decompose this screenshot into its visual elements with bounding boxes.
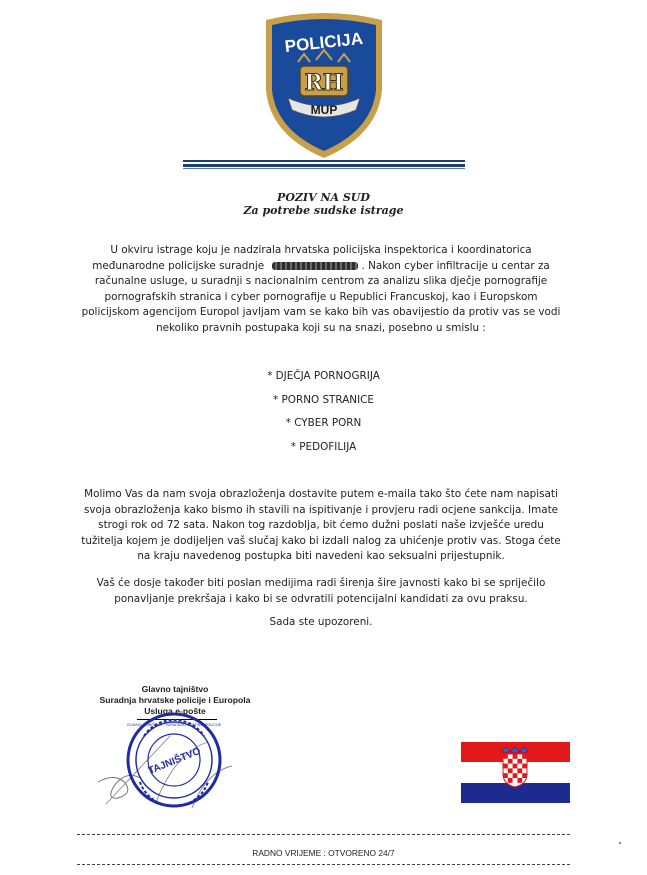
charges-list [0, 369, 647, 463]
badge-monogram: RH [304, 70, 344, 96]
charge-item: * PEDOFILIJA [290, 440, 357, 453]
office-hours: RADNO VRIJEME : OTVORENO 24/7 [252, 848, 395, 858]
redacted-name [272, 262, 358, 270]
intro-text-before: U okviru istrage koju je nadzirala hrvatska policijska inspektorica i koordinatorica međunarodne policijske suradnje [92, 244, 532, 272]
stray-mark [619, 842, 621, 844]
footer-divider [77, 834, 570, 835]
document-title: POZIV NA SUD [277, 191, 370, 204]
signature-line-3: Usluga e-pošte [144, 706, 206, 716]
charge-item: * PORNO STRANICE [273, 393, 374, 406]
badge-bottom-text: MUP [310, 103, 338, 117]
intro-text-after: . Nakon cyber infiltracije u centar za računalne usluge, u suradnji s nacionalnim centrom za analizu slika dječje pornografije pornografskih stranica i cyber pornografije u Republici Francuskoj, kao i Europskom policijskom agencijom Europol javljam vam se kako bih vas obavijestio da protiv vas se vodi nekoliko pravnih postupaka koji su na snazi, posebno u smislu : [81, 259, 561, 334]
croatian-flag [461, 742, 570, 803]
media-paragraph: Vaš će dosje također biti poslan medijima radi širenja šire javnosti kako bi se spriječilo ponavljanje prekršaja i kako bi se odvratili potencijalni kandidati za ovu praksu. [96, 577, 546, 605]
warning-paragraph: Sada ste upozoreni. [269, 616, 373, 628]
footer-divider [77, 864, 570, 865]
intro-paragraph [78, 243, 564, 337]
header-rule [183, 164, 465, 167]
deadline-paragraph: Molimo Vas da nam svoja obrazloženja dostavite putem e-maila tako što ćete nam napisati svoja obrazloženja kako bismo ih stavili na ispitivanje i provjeru radi ocjene sankcija. Imate strogi rok od 72 sata. Nakon tog razdoblja, bit ćemo dužni poslati naše izvješće uredu tužitelja kojem je dodijeljen vaš slučaj kako bi izdali nalog za uhićenje protiv vas. Stoga ćete na kraju navedenog postupka biti navedeni kao seksualni prijestupnik. [81, 488, 561, 563]
document-subtitle: Za potrebe sudske istrage [243, 204, 404, 217]
police-badge-logo [258, 10, 390, 160]
charge-item: * CYBER PORN [285, 417, 362, 429]
stamp-ring-text: GLAVNO TAJNIŠTVO · SURADNJA HRVATSKE POLICIJE [126, 723, 222, 727]
charge-item: * DJEČJA PORNOGRIJA [267, 370, 380, 382]
official-stamp [96, 712, 238, 814]
coat-of-arms-icon [501, 746, 529, 788]
header-rule [183, 168, 465, 169]
stamp-center-text: TAJNIŠTVO [146, 745, 203, 777]
badge-top-text: POLICIJA [283, 28, 364, 57]
header-rule [183, 160, 465, 162]
signature-line-1: Glavno tajništvo [141, 684, 209, 694]
signature-line-2: Suradnja hrvatske policije i Europola [99, 695, 251, 705]
